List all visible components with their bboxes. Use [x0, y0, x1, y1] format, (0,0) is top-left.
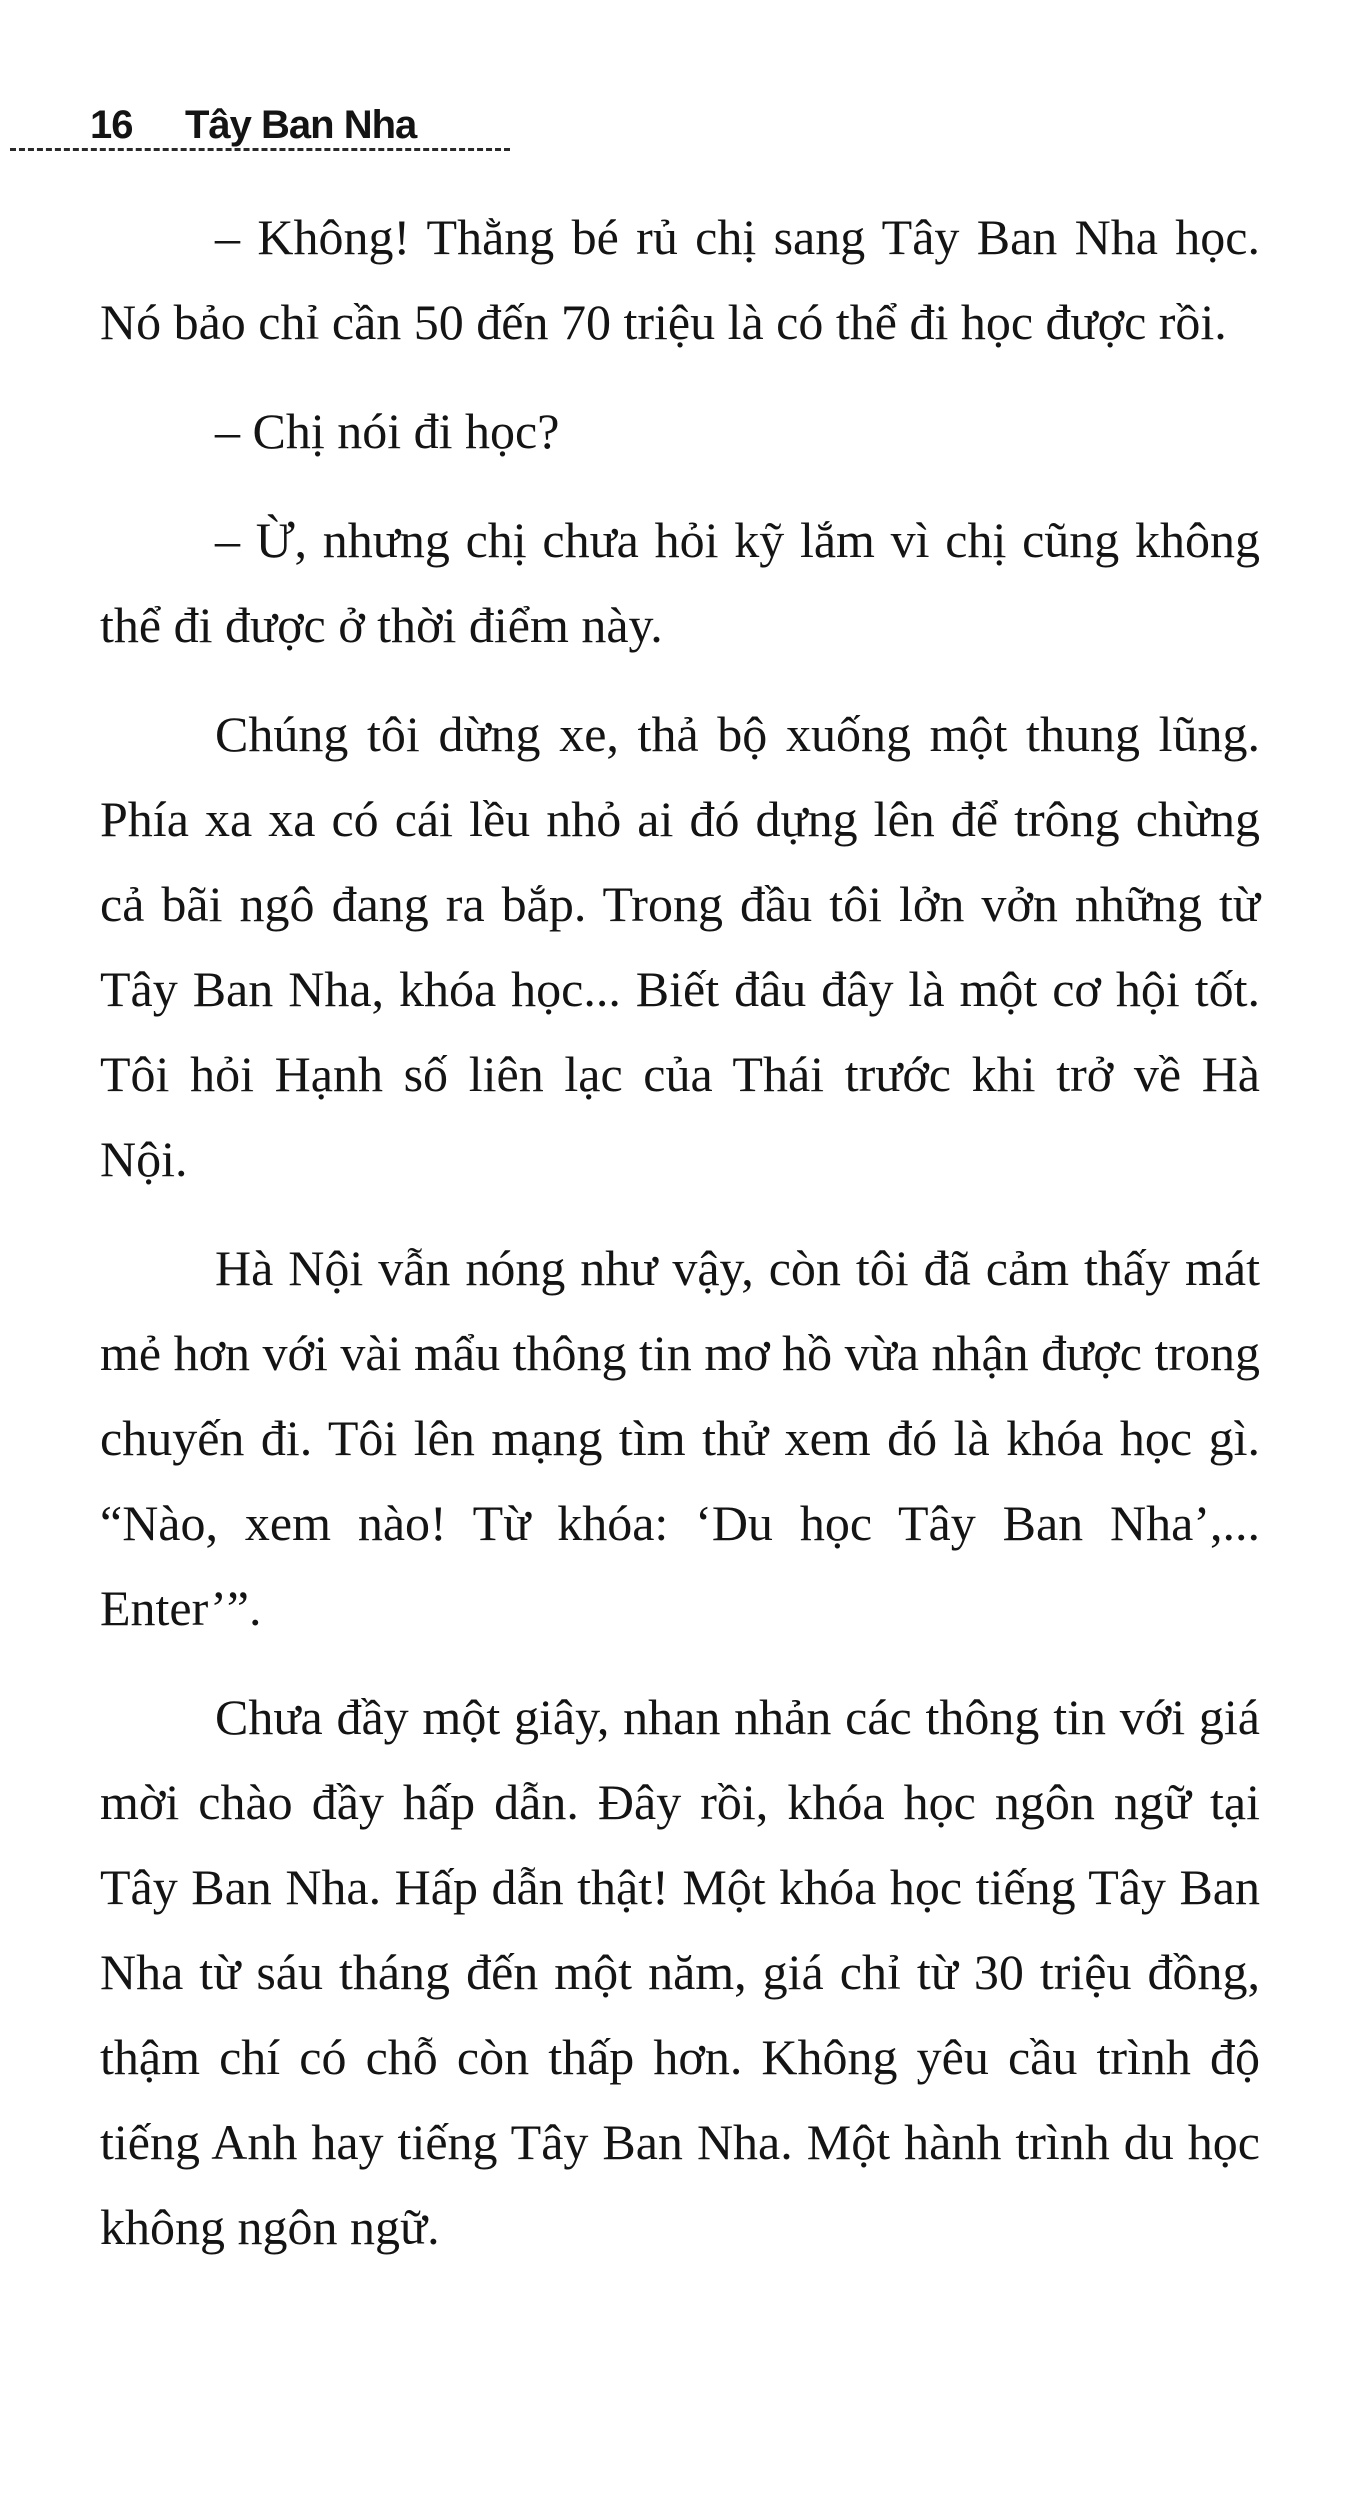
- paragraph-narration-1: Chúng tôi dừng xe, thả bộ xuống một thung lũng. Phía xa xa có cái lều nhỏ ai đó dựng lên để trông chừng cả bãi ngô đang ra bắp. Trong đầu tôi lởn vởn những từ Tây Ban Nha, khóa học... Biết đâu đây là một cơ hội tốt. Tôi hỏi Hạnh số liên lạc của Thái trước khi trở về Hà Nội.: [100, 706, 1260, 1187]
- paragraph-dialogue-2: – Chị nói đi học?: [215, 403, 560, 459]
- header-divider: [10, 148, 510, 151]
- paragraph-narration-2: Hà Nội vẫn nóng như vậy, còn tôi đã cảm thấy mát mẻ hơn với vài mẩu thông tin mơ hồ vừa nhận được trong chuyến đi. Tôi lên mạng tìm thử xem đó là khóa học gì. “Nào, xem nào! Từ khóa: ‘Du học Tây Ban Nha’,... Enter’”.: [100, 1240, 1260, 1636]
- page-number: 16: [90, 103, 133, 147]
- body-text: [100, 195, 1260, 2270]
- running-title: Tây Ban Nha: [185, 103, 417, 147]
- paragraph-dialogue-3: – Ừ, nhưng chị chưa hỏi kỹ lắm vì chị cũng không thể đi được ở thời điểm này.: [100, 512, 1260, 653]
- paragraph-dialogue-1: – Không! Thằng bé rủ chị sang Tây Ban Nha học. Nó bảo chỉ cần 50 đến 70 triệu là có thể đi học được rồi.: [100, 209, 1260, 350]
- page-header: [90, 88, 416, 148]
- paragraph-narration-3: Chưa đầy một giây, nhan nhản các thông tin với giá mời chào đầy hấp dẫn. Đây rồi, khóa học ngôn ngữ tại Tây Ban Nha. Hấp dẫn thật! Một khóa học tiếng Tây Ban Nha từ sáu tháng đến một năm, giá chỉ từ 30 triệu đồng, thậm chí có chỗ còn thấp hơn. Không yêu cầu trình độ tiếng Anh hay tiếng Tây Ban Nha. Một hành trình du học không ngôn ngữ.: [100, 1689, 1260, 2255]
